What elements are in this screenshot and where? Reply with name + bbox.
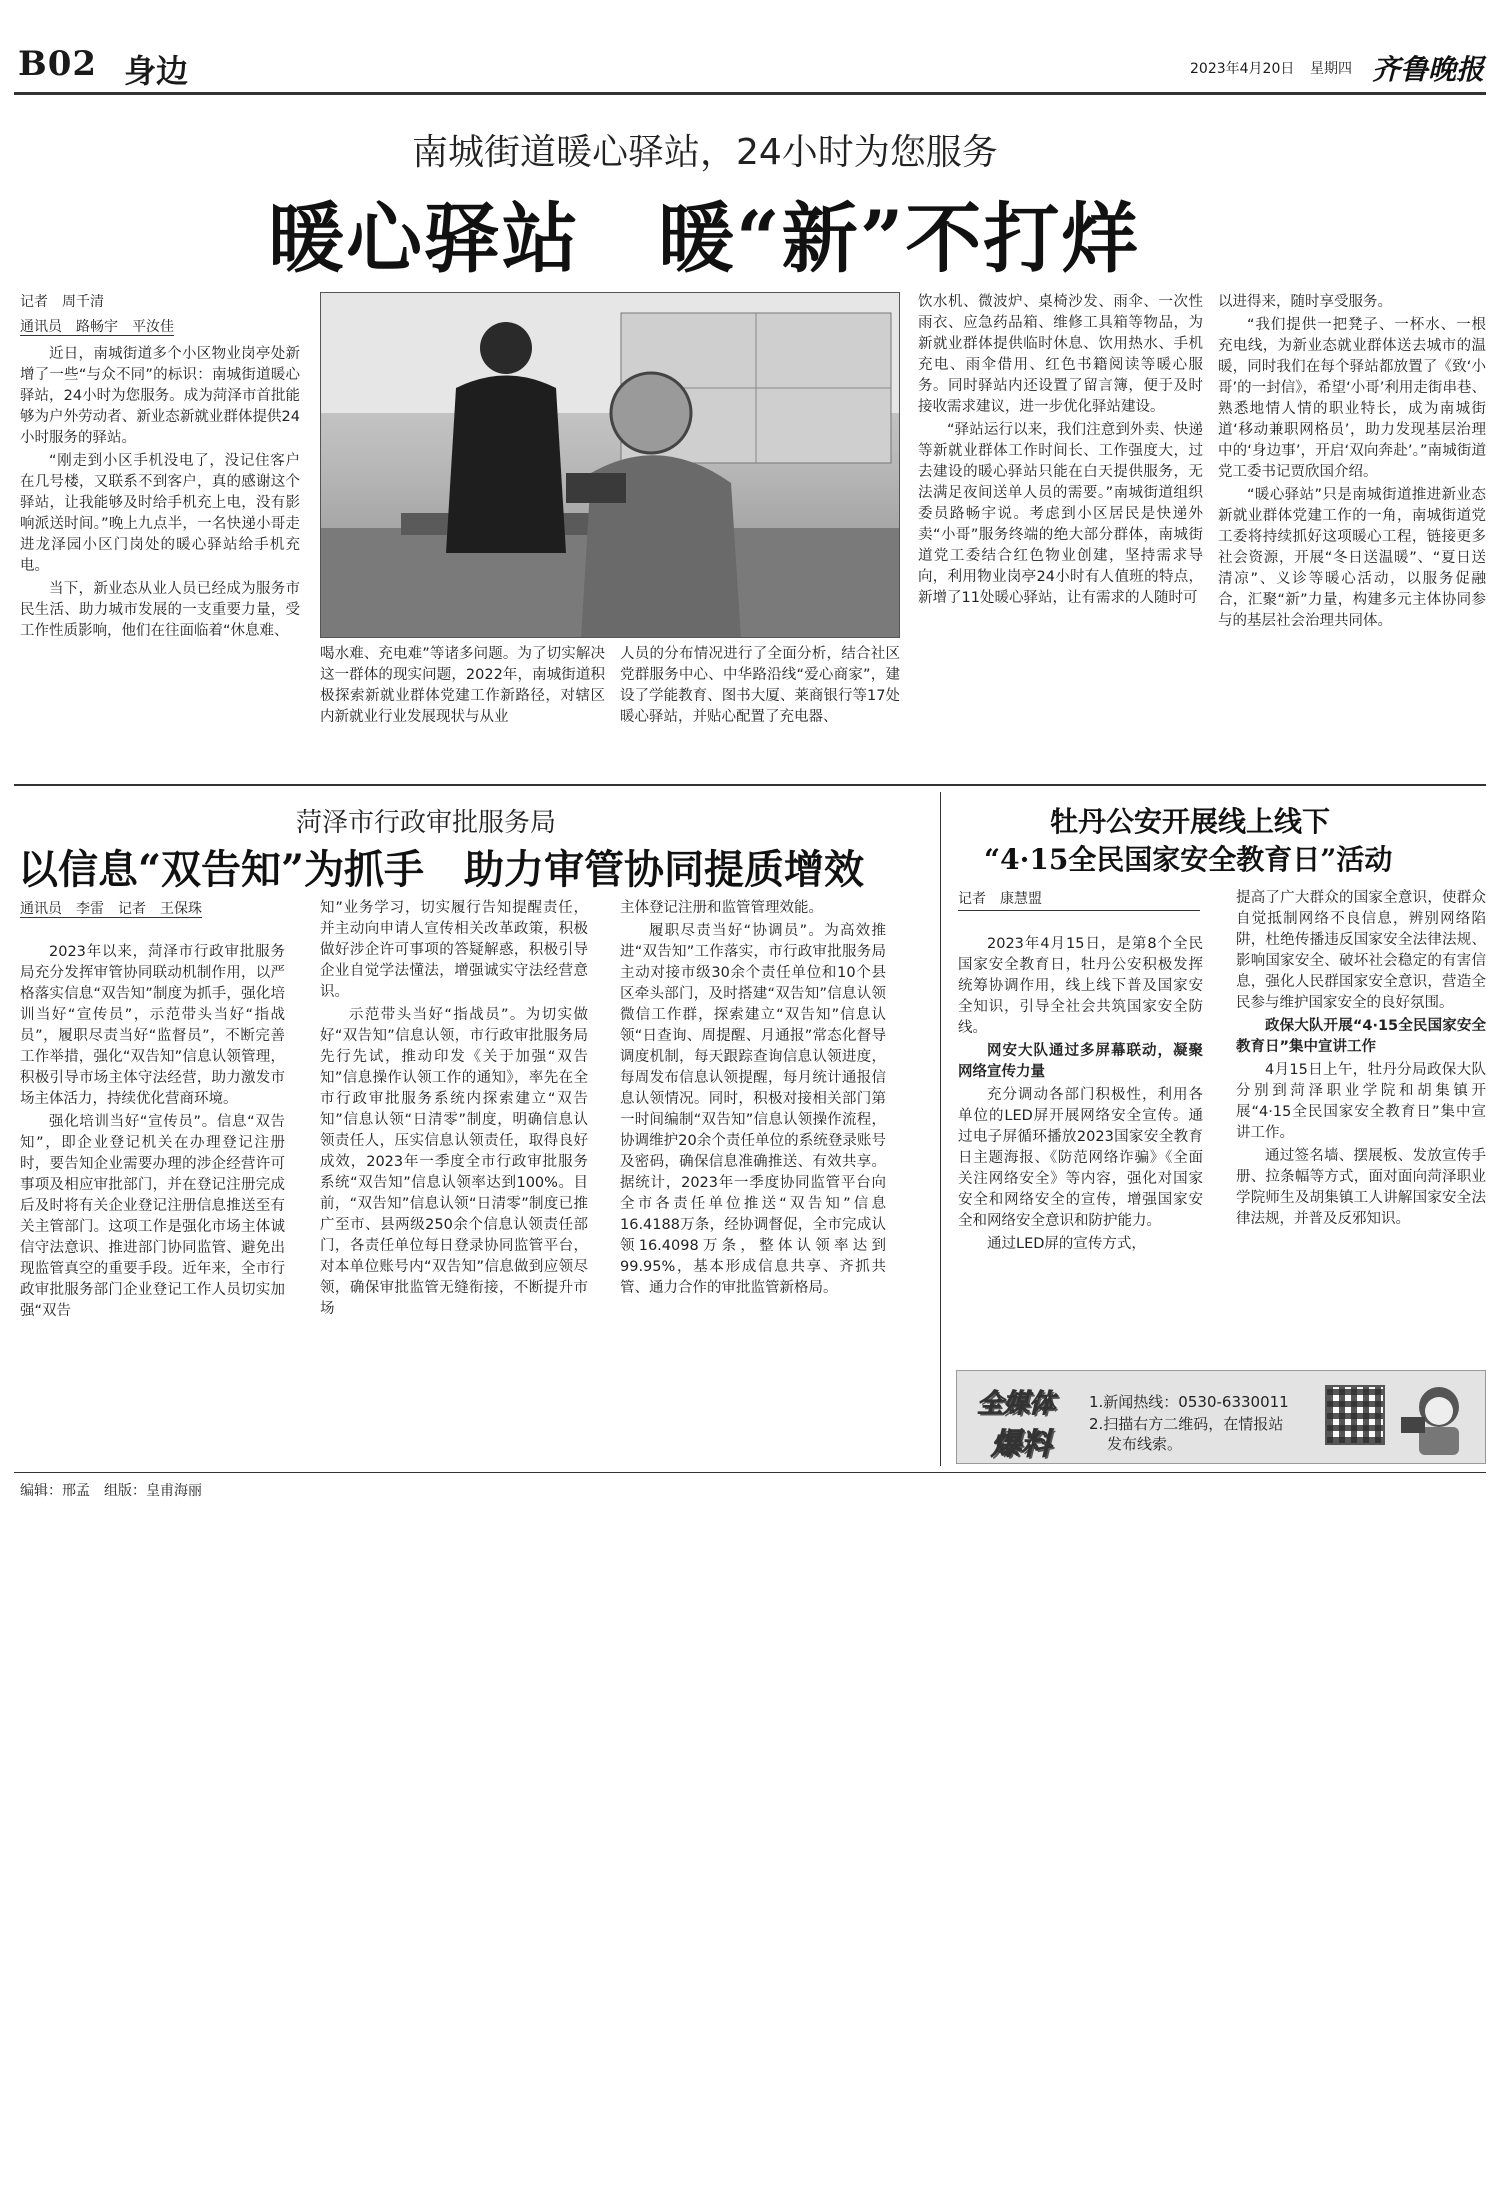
paragraph: “驿站运行以来，我们注意到外卖、快递等新就业群体工作时间长、工作强度大，过去建设的暖心驿站只能在白天提供服务，无法满足夜间送单人员的需要。”南城街道组织委员路畅宇说。考虑到小区居民是快递外卖“小哥”服务终端的绝大部分群体，南城街道党工委结合红色物业创建，坚持需求导向，利用物业岗亭24小时有人值班的特点，新增了11处暖心驿站，让有需求的人随时可 xyxy=(918,422,1203,606)
paragraph: 以进得来，随时享受服务。 xyxy=(1218,294,1392,310)
paragraph: 人员的分布情况进行了全面分析，结合社区党群服务中心、中华路沿线“爱心商家”，建设了学能教育、图书大厦、莱商银行等17处暖心驿站，并贴心配置了充电器、 xyxy=(620,646,900,725)
paragraph: 主体登记注册和监管管理效能。 xyxy=(620,900,823,916)
story2-byline-text: 通讯员 李雷 记者 王保珠 xyxy=(20,901,202,917)
paragraph: “我们提供一把凳子、一杯水、一根充电线，为新业态就业群体送去城市的温暖，同时我们在每个驿站都放置了《致‘小哥’的一封信》，希望‘小哥’利用走街串巷、熟悉地情人情的职业特长，成为南城街道‘移动兼职网格员’，助力发现基层治理中的‘身边事’，开启‘双向奔赴’。”南城街道党工委书记贾欣国介绍。 xyxy=(1218,317,1486,480)
story2-column-2 xyxy=(320,898,588,1322)
tipoff-banner xyxy=(956,1370,1486,1464)
story3-headline-line2: “4·15全民国家安全教育日”活动 xyxy=(984,843,1393,876)
story2-byline xyxy=(20,898,202,920)
mascot-illustration xyxy=(1397,1377,1477,1461)
section-divider-1 xyxy=(14,784,1486,786)
subheading: 政保大队开展“4·15全民国家安全教育日”集中宣讲工作 xyxy=(1236,1018,1486,1055)
story1-column-4 xyxy=(918,292,1203,611)
story3-reporter-text: 记者 康慧盟 xyxy=(958,891,1042,907)
paragraph: 喝水难、充电难”等诸多问题。为了切实解决这一群体的现实问题，2022年，南城街道积极探索新就业群体党建工作新路径，对辖区内新就业行业发展现状与从业 xyxy=(320,646,605,725)
tipoff-title-line2: 爆料 xyxy=(991,1427,1051,1462)
editor-credit: 编辑：邢孟 组版：皇甫海丽 xyxy=(20,1483,202,1499)
issue-weekday: 星期四 xyxy=(1310,61,1352,77)
tipoff-line-1: 1.新闻热线：0530-6330011 xyxy=(1089,1393,1289,1411)
story1-headline: 暖心驿站 暖“新”不打烊 xyxy=(268,194,1140,283)
story1-column-3 xyxy=(620,644,900,730)
photo-scene xyxy=(321,293,900,638)
paragraph: 近日，南城街道多个小区物业岗亭处新增了一些“与众不同”的标识：南城街道暖心驿站，24小时为您服务。成为菏泽市首批能够为户外劳动者、新业态新就业群体提供24小时服务的驿站。 xyxy=(20,346,300,446)
paragraph: 示范带头当好“指战员”。为切实做好“双告知”信息认领，市行政审批服务局先行先试，推动印发《关于加强“双告知”信息操作认领工作的通知》，率先在全市行政审批服务系统内探索建立“双告知”信息认领“日清零”制度，明确信息认领责任人，压实信息认领责任，取得良好成效，2023年一季度全市行政审批服务系统“双告知”信息认领率达到100%。目前，“双告知”信息认领“日清零”制度已推广至市、县两级250余个信息认领责任部门，各责任单位每日登录协同监管平台，对本单位账号内“双告知”信息做到应领尽领，确保审批监管无缝衔接，不断提升市场 xyxy=(320,1007,588,1317)
section-name: 身边 xyxy=(124,52,189,90)
page-code: B02 xyxy=(18,44,98,84)
story3-column-2 xyxy=(1236,888,1486,1232)
story2-kicker: 菏泽市行政审批服务局 xyxy=(296,808,557,838)
story1-column-5 xyxy=(1218,292,1486,634)
story1-reporter: 记者 周千清 xyxy=(20,294,104,310)
tipoff-line-3: 发布线索。 xyxy=(1107,1435,1183,1453)
paragraph: 通过LED屏的宣传方式， xyxy=(987,1236,1146,1252)
story1-photo xyxy=(320,292,900,638)
qr-code-icon xyxy=(1325,1385,1385,1445)
story2-column-3 xyxy=(620,898,886,1301)
newspaper-logo: 齐鲁晚报 xyxy=(1372,53,1485,86)
paragraph: 知”业务学习，切实履行告知提醒责任，并主动向申请人宣传相关改革政策，积极做好涉企许可事项的答疑解惑，积极引导企业自觉学法懂法，增强诚实守法经营意识。 xyxy=(320,900,588,1000)
tipoff-line-2: 2.扫描右方二维码，在情报站 xyxy=(1089,1415,1284,1433)
story2-headline: 以信息“双告知”为抓手 助力审管协同提质增效 xyxy=(18,846,865,893)
story1-kicker: 南城街道暖心驿站，24小时为您服务 xyxy=(412,132,998,173)
story1-column-2 xyxy=(320,644,605,730)
story3-column-1 xyxy=(958,934,1203,1257)
subheading: 网安大队通过多屏幕联动，凝聚网络宣传力量 xyxy=(958,1043,1203,1080)
story3-reporter xyxy=(958,888,1200,911)
column-divider xyxy=(940,792,941,1466)
paragraph: 强化培训当好“宣传员”。信息“双告知”，即企业登记机关在办理登记注册时，要告知企业需要办理的涉企经营许可事项及相应审批部门，并在登记注册完成后及时将有关企业登记注册信息推送至有关主管部门。这项工作是强化市场主体诚信守法意识、推进部门协同监管、避免出现监管真空的重要手段。近年来，全市行政审批服务部门企业登记工作人员切实加强“双告 xyxy=(20,1114,285,1319)
footer-rule xyxy=(14,1472,1486,1473)
story2-column-1 xyxy=(20,942,285,1324)
paragraph: 当下，新业态从业人员已经成为服务市民生活、助力城市发展的一支重要力量，受工作性质影响，他们在往面临着“休息难、 xyxy=(20,581,300,639)
tipoff-title-line1: 全媒体 xyxy=(977,1389,1056,1419)
paragraph: 充分调动各部门积极性，利用各单位的LED屏开展网络安全宣传。通过电子屏循环播放2023国家安全教育日主题海报、《防范网络诈骗》《全面关注网络安全》等内容，强化对国家安全和网络安全的宣传，增强国家安全和网络安全意识和防护能力。 xyxy=(958,1087,1203,1229)
paragraph: 2023年以来，菏泽市行政审批服务局充分发挥审管协同联动机制作用，以严格落实信息“双告知”制度为抓手，强化培训当好“宣传员”，示范带头当好“指战员”，履职尽责当好“监督员”，不断完善工作举措，强化“双告知”信息认领管理，积极引导市场主体守法经营，助力激发市场主体活力，持续优化营商环境。 xyxy=(20,944,285,1107)
paragraph: 2023年4月15日，是第8个全民国家安全教育日，牡丹公安积极发挥统筹协调作用，线上线下普及国家安全知识，引导全社会共筑国家安全防线。 xyxy=(958,936,1203,1036)
paragraph: 履职尽责当好“协调员”。为高效推进“双告知”工作落实，市行政审批服务局主动对接市级30余个责任单位和10个县区牵头部门，及时搭建“双告知”信息认领微信工作群，探索建立“双告知”信息认领“日查询、周提醒、月通报”常态化督导调度机制，每天跟踪查询信息认领进度，每周发布信息认领提醒，每月统计通报信息认领情况。同时，积极对接相关部门第一时间编制“双告知”信息认领操作流程，协调维护20余个责任单位的系统登录账号及密码，确保信息准确推送、有效共享。据统计，2023年一季度协同监管平台向全市各责任单位推送“双告知”信息16.4188万条，经协调督促，全市完成认领16.4098万条，整体认领率达到99.95%，基本形成信息共享、齐抓共管、通力合作的审批监管新格局。 xyxy=(620,923,886,1296)
issue-date: 2023年4月20日 xyxy=(1190,61,1295,77)
paragraph: “暖心驿站”只是南城街道推进新业态新就业群体党建工作的一角，南城街道党工委将持续抓好这项暖心工程，链接更多社会资源，开展“冬日送温暖”、“夏日送清凉”、义诊等暖心活动，以服务促融合，汇聚“新”力量，构建多元主体协同参与的基层社会治理共同体。 xyxy=(1218,487,1486,629)
story1-column-1 xyxy=(20,344,300,644)
story1-correspondents xyxy=(20,316,174,338)
paragraph: 提高了广大群众的国家全意识，使群众自觉抵制网络不良信息，辨别网络陷阱，杜绝传播违反国家安全法律法规、影响国家安全、破坏社会稳定的有害信息，强化人民群国家安全意识，营造全民参与维护国家安全的良好氛围。 xyxy=(1236,890,1486,1011)
paragraph: “刚走到小区手机没电了，没记住客户在几号楼，又联系不到客户，真的感谢这个驿站，让我能够及时给手机充上电，没有影响派送时间。”晚上九点半，一名快递小哥走进龙泽园小区门岗处的暖心驿站给手机充电。 xyxy=(20,453,300,574)
paragraph: 通过签名墙、摆展板、发放宣传手册、拉条幅等方式，面对面向菏泽职业学院师生及胡集镇工人讲解国家安全法律法规，并普及反邪知识。 xyxy=(1236,1148,1486,1227)
story1-correspondents-text: 通讯员 路畅宇 平汝佳 xyxy=(20,319,174,335)
paragraph: 4月15日上午，牡丹分局政保大队分别到菏泽职业学院和胡集镇开展“4·15全民国家安全教育日”集中宣讲工作。 xyxy=(1236,1062,1486,1141)
paragraph: 饮水机、微波炉、桌椅沙发、雨伞、一次性雨衣、应急药品箱、维修工具箱等物品，为新就业群体提供临时休息、饮用热水、手机充电、雨伞借用、红色书籍阅读等暖心服务。同时驿站内还设置了留言簿，便于及时接收需求建议，进一步优化驿站建设。 xyxy=(918,294,1203,415)
story3-headline-line1: 牡丹公安开展线上线下 xyxy=(1050,805,1331,838)
masthead-rule xyxy=(14,92,1486,95)
